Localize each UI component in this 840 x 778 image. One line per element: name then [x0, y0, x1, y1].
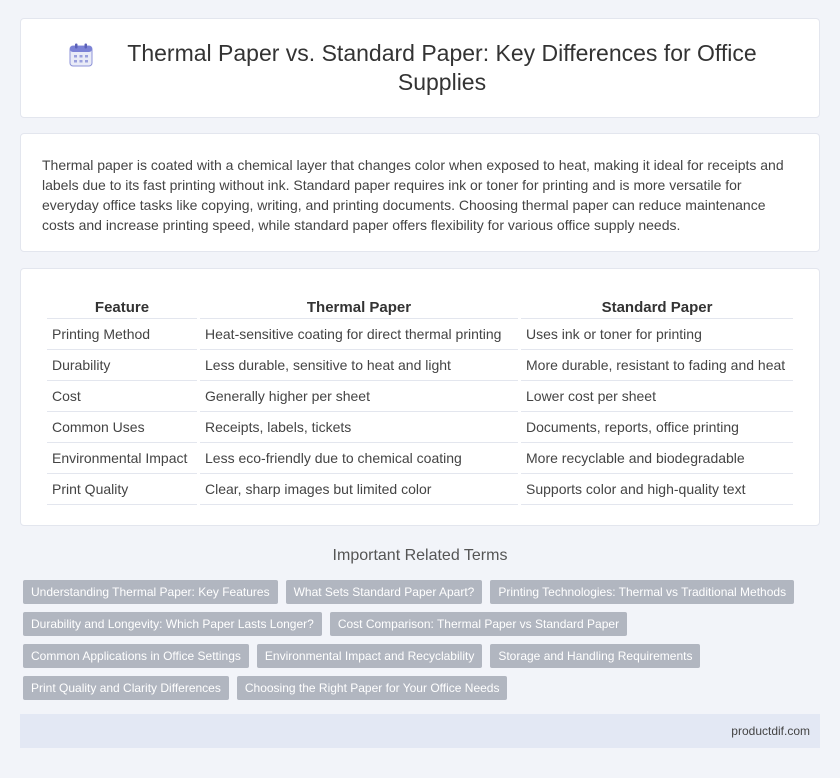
cell-thermal: Clear, sharp images but limited color: [200, 474, 518, 505]
table-row: [47, 381, 793, 412]
related-tag[interactable]: Understanding Thermal Paper: Key Features: [23, 580, 278, 604]
comparison-table: [44, 293, 796, 505]
cell-standard: Documents, reports, office printing: [521, 412, 793, 443]
cell-standard: More recyclable and biodegradable: [521, 443, 793, 474]
intro-paragraph: Thermal paper is coated with a chemical layer that changes color when exposed to heat, making it ideal for receipts and labels due to its fast printing without ink. Standard paper requires ink or toner for printing and is more versatile for everyday office tasks like copying, writing, and printing documents. Choosing thermal paper can reduce maintenance costs and increase printing speed, while standard paper offers flexibility for various office supply needs.: [42, 157, 784, 233]
related-tag[interactable]: Common Applications in Office Settings: [23, 644, 249, 668]
comparison-card: [20, 268, 820, 526]
cell-standard: Lower cost per sheet: [521, 381, 793, 412]
related-tag[interactable]: What Sets Standard Paper Apart?: [286, 580, 483, 604]
cell-feature: Durability: [47, 350, 197, 381]
cell-thermal: Receipts, labels, tickets: [200, 412, 518, 443]
table-header-row: [47, 293, 793, 319]
header-standard: Standard Paper: [521, 293, 793, 319]
related-tag[interactable]: Environmental Impact and Recyclability: [257, 644, 482, 668]
tag-row: [23, 644, 823, 668]
related-tag[interactable]: Durability and Longevity: Which Paper Lasts Longer?: [23, 612, 322, 636]
related-tag[interactable]: Cost Comparison: Thermal Paper vs Standard Paper: [330, 612, 627, 636]
cell-feature: Cost: [47, 381, 197, 412]
cell-thermal: Generally higher per sheet: [200, 381, 518, 412]
related-terms-tags: [23, 580, 823, 708]
table-row: [47, 319, 793, 350]
table-row: [47, 350, 793, 381]
table-row: [47, 474, 793, 505]
cell-standard: More durable, resistant to fading and heat: [521, 350, 793, 381]
title-wrap: [60, 39, 780, 97]
header-feature: Feature: [47, 293, 197, 319]
footer-site[interactable]: productdif.com: [731, 724, 810, 738]
cell-feature: Environmental Impact: [47, 443, 197, 474]
cell-feature: Print Quality: [47, 474, 197, 505]
related-tag[interactable]: Printing Technologies: Thermal vs Traditional Methods: [490, 580, 794, 604]
calendar-icon: [68, 42, 94, 68]
cell-standard: Uses ink or toner for printing: [521, 319, 793, 350]
cell-thermal: Less eco-friendly due to chemical coating: [200, 443, 518, 474]
table-row: [47, 412, 793, 443]
cell-feature: Common Uses: [47, 412, 197, 443]
table-row: [47, 443, 793, 474]
cell-feature: Printing Method: [47, 319, 197, 350]
related-tag[interactable]: Storage and Handling Requirements: [490, 644, 700, 668]
footer: [20, 714, 820, 748]
intro-card: [20, 133, 820, 252]
related-tag[interactable]: Print Quality and Clarity Differences: [23, 676, 229, 700]
header-thermal: Thermal Paper: [200, 293, 518, 319]
tag-row: [23, 612, 823, 636]
related-terms-title: Important Related Terms: [332, 547, 508, 564]
tag-row: [23, 676, 823, 700]
title-card: [20, 18, 820, 118]
cell-thermal: Heat-sensitive coating for direct thermal printing: [200, 319, 518, 350]
tag-row: [23, 580, 823, 604]
related-tag[interactable]: Choosing the Right Paper for Your Office Needs: [237, 676, 508, 700]
cell-standard: Supports color and high-quality text: [521, 474, 793, 505]
cell-thermal: Less durable, sensitive to heat and light: [200, 350, 518, 381]
page-title: Thermal Paper vs. Standard Paper: Key Differences for Office Supplies: [127, 40, 757, 95]
